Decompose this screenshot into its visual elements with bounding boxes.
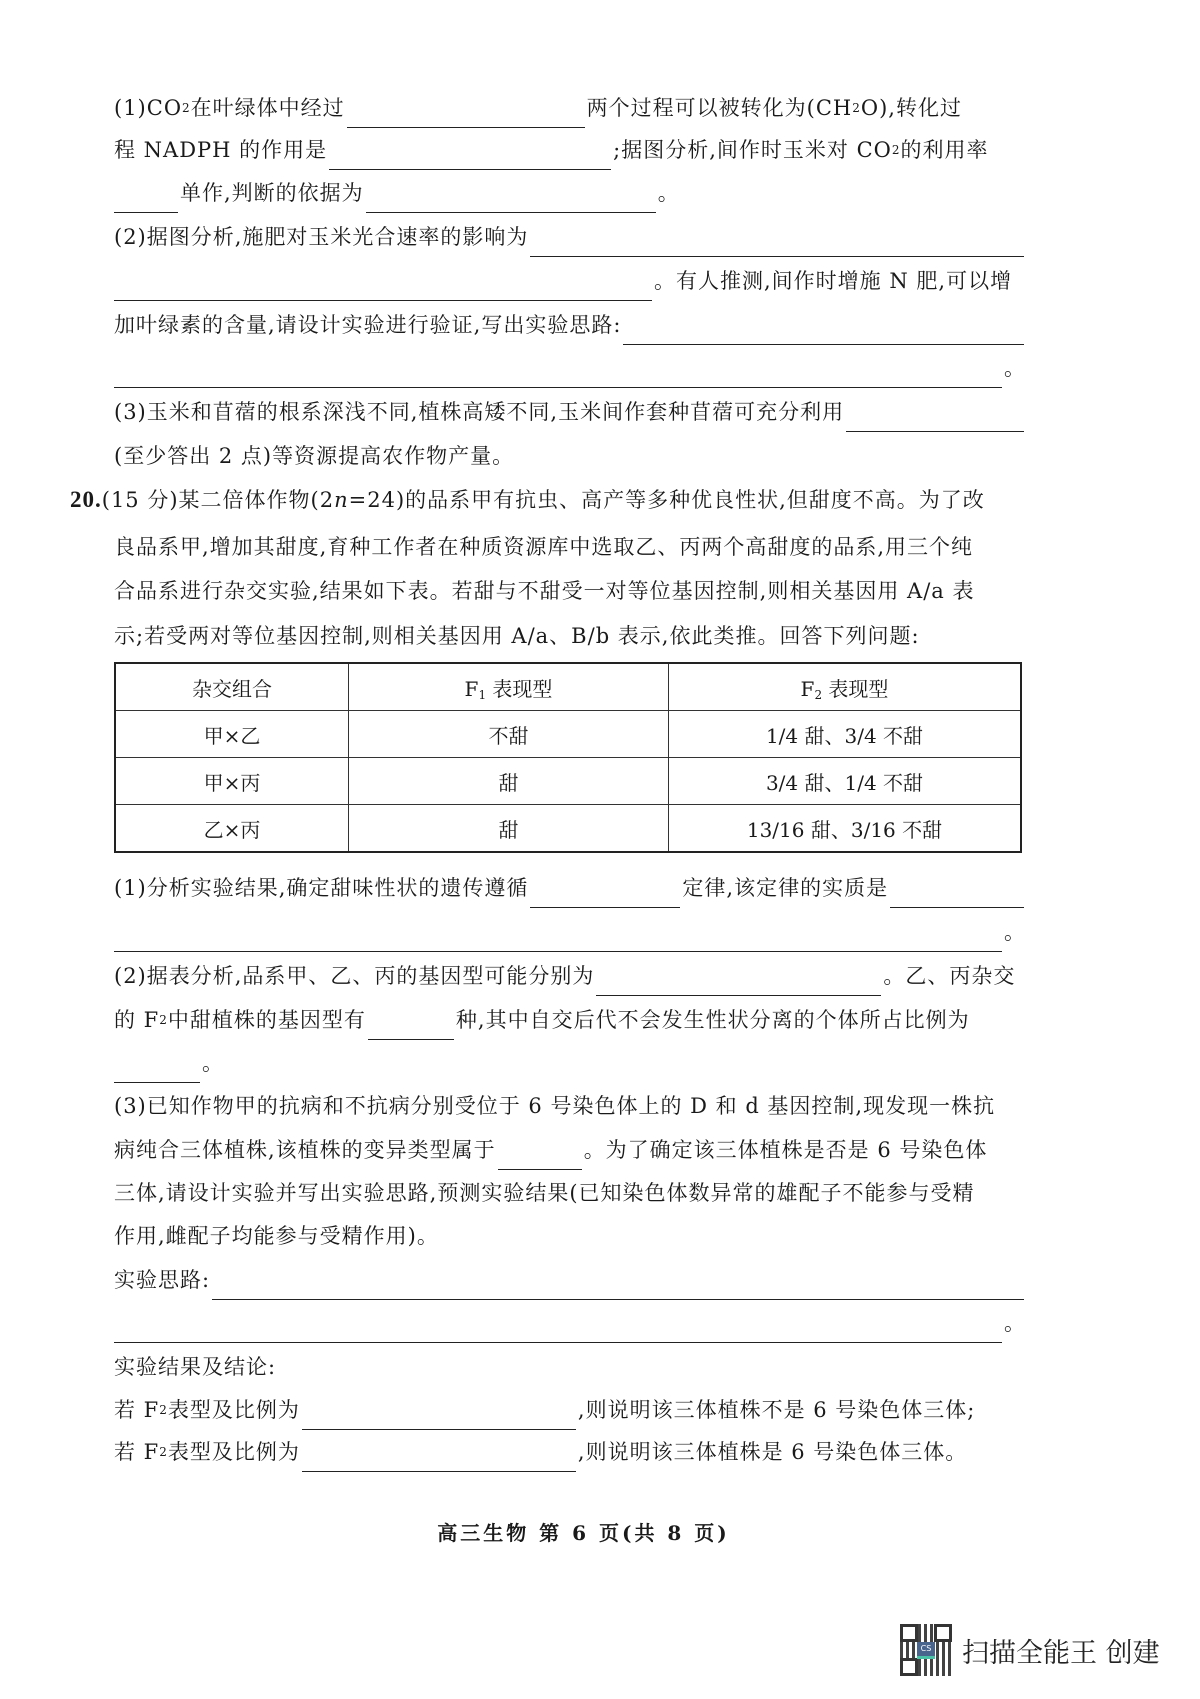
text: 良品系甲,增加其甜度,育种工作者在种质资源库中选取乙、丙两个高甜度的品系,用三个纯: [114, 535, 974, 559]
text: (1)CO: [114, 96, 183, 120]
answer-blank[interactable]: [114, 1314, 1002, 1343]
answer-blank[interactable]: [623, 316, 1024, 345]
page-footer: 高三生物 第 6 页(共 8 页): [437, 1521, 730, 1545]
q20-p2-line2: [114, 1000, 1026, 1040]
answer-blank[interactable]: [114, 272, 652, 301]
header-cell: 杂交组合: [115, 663, 349, 711]
text: 示;若受两对等位基因控制,则相关基因用 A/a、B/b 表示,依此类推。回答下列问题:: [114, 624, 920, 648]
cell: 甲×丙: [115, 758, 349, 805]
header-cell: $F_1$ 表现型: [349, 663, 669, 711]
cell: 1/4 甜、3/4 不甜: [669, 711, 1022, 758]
q19-p3-line1: [114, 392, 1026, 432]
q20-p1-line1: [114, 868, 1026, 908]
cell: 甜: [349, 758, 669, 805]
answer-blank[interactable]: [114, 359, 1002, 388]
q20-line3: [114, 571, 1026, 611]
scanner-watermark: [900, 1620, 1160, 1680]
q19-p3-line2: [114, 436, 1026, 476]
text: (1)分析实验结果,确定甜味性状的遗传遵循: [114, 876, 529, 900]
text: 。: [657, 181, 680, 205]
table-row: [115, 805, 1021, 853]
text: (15 分)某二倍体作物(2: [101, 488, 335, 512]
watermark-text: 扫描全能王 创建: [962, 1637, 1160, 1669]
text: 三体,请设计实验并写出实验思路,预测实验结果(已知染色体数异常的雄配子不能参与受精: [114, 1181, 975, 1205]
q19-p2-line2: [114, 261, 1026, 301]
text: (3)已知作物甲的抗病和不抗病分别受位于 6 号染色体上的 D 和 d 基因控制,现发现一株抗: [114, 1094, 996, 1118]
answer-blank[interactable]: [302, 1401, 576, 1430]
label: 实验结果及结论:: [114, 1355, 277, 1379]
text: (3)玉米和苜蓿的根系深浅不同,植株高矮不同,玉米间作套种苜蓿可充分利用: [114, 400, 845, 424]
text: 的 F: [114, 1008, 160, 1032]
cell: 乙×丙: [115, 805, 349, 853]
text: (至少答出 2 点)等资源提高农作物产量。: [114, 444, 515, 468]
table-header-row: [115, 663, 1021, 711]
text: 。为了确定该三体植株是否是 6 号染色体: [583, 1138, 988, 1162]
cell: 甜: [349, 805, 669, 853]
q20-line4: [114, 616, 1026, 656]
subscript: 2: [852, 101, 861, 115]
answer-blank[interactable]: [368, 1011, 454, 1040]
text: 程 NADPH 的作用是: [114, 138, 328, 162]
cell: 3/4 甜、1/4 不甜: [669, 758, 1022, 805]
answer-blank[interactable]: [329, 141, 611, 170]
text: =24)的品系甲有抗虫、高产等多种优良性状,但甜度不高。为了改: [348, 488, 985, 512]
answer-blank[interactable]: [347, 99, 585, 128]
text: 若 F: [114, 1398, 160, 1422]
answer-blank[interactable]: [114, 1054, 200, 1083]
table-row: [115, 758, 1021, 805]
answer-blank[interactable]: [846, 403, 1024, 432]
q19-p2-line4: [114, 348, 1026, 388]
q20-line1: [70, 480, 1026, 520]
subscript: 2: [159, 1445, 168, 1459]
answer-blank[interactable]: [596, 967, 881, 996]
text: 种,其中自交后代不会发生性状分离的个体所占比例为: [455, 1008, 970, 1032]
subscript: 2: [182, 101, 191, 115]
q20-p3-line1: [114, 1086, 1026, 1126]
q19-p2-line1: [114, 217, 1026, 257]
q19-p1-line2: [114, 130, 1026, 170]
text: 两个过程可以被转化为(CH: [586, 96, 853, 120]
text: 。乙、丙杂交: [883, 964, 1016, 988]
text: 表型及比例为: [167, 1398, 300, 1422]
q20-p2-line1: [114, 956, 1026, 996]
answer-blank[interactable]: [302, 1443, 576, 1472]
q20-p1-line2: [114, 912, 1026, 952]
q20-p2-line3: [114, 1043, 1026, 1083]
q19-p1-line1: [114, 88, 1026, 128]
text: 中甜植株的基因型有: [167, 1008, 366, 1032]
text: 的利用率: [900, 138, 989, 162]
text: ,则说明该三体植株不是 6 号染色体三体;: [577, 1398, 976, 1422]
question-number: 20.: [70, 487, 102, 512]
text: 作用,雌配子均能参与受精作用)。: [114, 1224, 439, 1248]
qr-code-icon: [900, 1624, 952, 1676]
text: (2)据图分析,施肥对玉米光合速率的影响为: [114, 225, 529, 249]
text: O),转化过: [860, 96, 962, 120]
text: 单作,判断的依据为: [180, 181, 364, 205]
q20-p3-line2: [114, 1130, 1026, 1170]
subscript: 2: [159, 1013, 168, 1027]
text: 。有人推测,间作时增施 N 肥,可以增: [654, 269, 1013, 293]
answer-blank[interactable]: [530, 228, 1024, 257]
text: 若 F: [114, 1440, 160, 1464]
text: 合品系进行杂交实验,结果如下表。若甜与不甜受一对等位基因控制,则相关基因用 A/a 表: [114, 579, 975, 603]
cross-results-table: [114, 662, 1022, 853]
experiment-idea-line1: [114, 1260, 1026, 1300]
text: 定律,该定律的实质是: [682, 876, 889, 900]
cell: 不甜: [349, 711, 669, 758]
text: 在叶绿体中经过: [190, 96, 345, 120]
q20-p3-line3: [114, 1173, 1026, 1213]
answer-blank[interactable]: [212, 1271, 1024, 1300]
text: 加叶绿素的含量,请设计实验进行验证,写出实验思路:: [114, 313, 622, 337]
answer-blank[interactable]: [366, 184, 656, 213]
camscanner-logo: CS: [917, 1642, 935, 1659]
text: 。: [1004, 920, 1026, 944]
text: ,则说明该三体植株是 6 号染色体三体。: [577, 1440, 968, 1464]
answer-blank[interactable]: [530, 879, 680, 908]
q20-p3-line4: [114, 1216, 1026, 1256]
text: n: [334, 488, 349, 512]
text: 表型及比例为: [167, 1440, 300, 1464]
answer-blank[interactable]: [114, 923, 1002, 952]
text: (2)据表分析,品系甲、乙、丙的基因型可能分别为: [114, 964, 595, 988]
q19-p1-line3: [114, 173, 1026, 213]
experiment-idea-line2: [114, 1303, 1026, 1343]
text: 。: [202, 1051, 224, 1075]
text: 。: [1004, 1311, 1026, 1335]
subscript: 2: [891, 143, 901, 157]
text: 。: [1004, 356, 1026, 380]
result-line2: [114, 1432, 1026, 1472]
q19-p2-line3: [114, 305, 1026, 345]
header-cell: $F_2$ 表现型: [669, 663, 1022, 711]
result-label-line: [114, 1347, 1026, 1387]
cell: 甲×乙: [115, 711, 349, 758]
answer-blank[interactable]: [890, 879, 1024, 908]
q20-line2: [114, 527, 1026, 567]
text: 病纯合三体植株,该植株的变异类型属于: [114, 1138, 496, 1162]
answer-blank[interactable]: [114, 184, 178, 213]
text: ;据图分析,间作时玉米对 CO: [613, 138, 892, 162]
table-row: [115, 711, 1021, 758]
result-line1: [114, 1390, 1026, 1430]
answer-blank[interactable]: [498, 1141, 582, 1170]
cell: 13/16 甜、3/16 不甜: [669, 805, 1022, 853]
label: 实验思路:: [114, 1268, 211, 1292]
subscript: 2: [159, 1403, 168, 1417]
